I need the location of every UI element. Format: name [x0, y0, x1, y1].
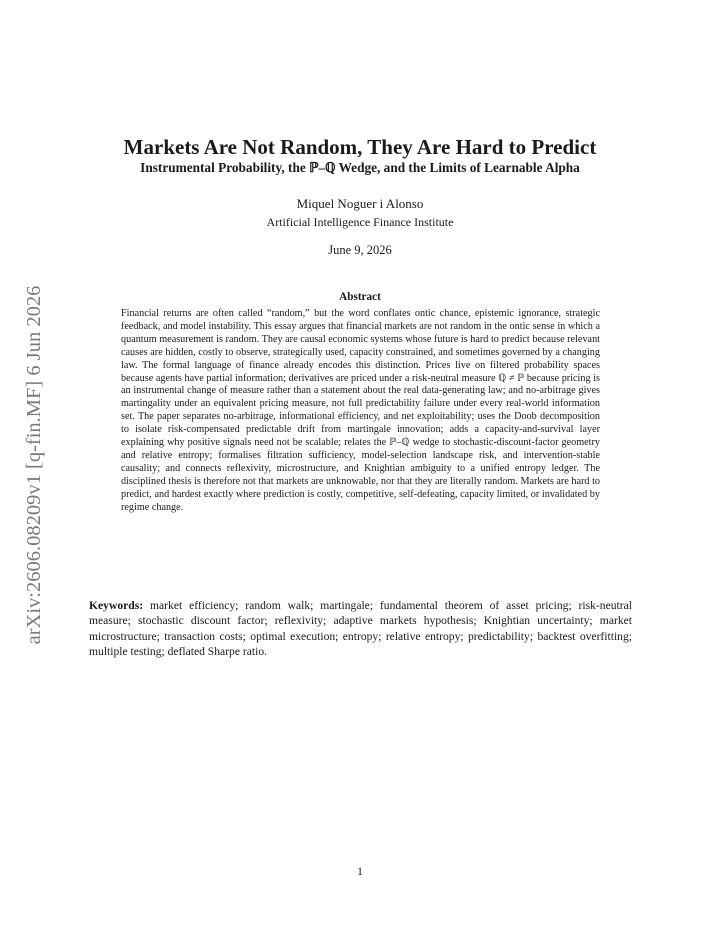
keywords-label: Keywords: [89, 599, 144, 612]
page-number: 1 [357, 866, 363, 878]
author-name: Miquel Noguer i Alonso [296, 196, 424, 211]
keywords-section [89, 598, 632, 660]
abstract-text: Financial returns are often called “random,” but the word conflates ontic chance, epistemic ignorance, strategic feedback, and model instability. This essay argues that financial markets are not random in the ontic sense in which a quantum measurement is random. They are causal economic systems whose future is hard to predict because relevant causes are hidden, costly to observe, strategically used, capacity constrained, and sometimes governed by a changing law. The formal language of finance already encodes this distinction. Prices live on filtered probability spaces because agents have partial information; derivatives are priced under a risk-neutral measure ℚ ≠ ℙ because pricing is an instrumental change of measure rather than a statement about the real data-generating law; and no-arbitrage gives martingality under an equivalent pricing measure, not full predictability failure under every real-world information set. The paper separates no-arbitrage, informational efficiency, and net exploitability; uses the Doob decomposition to isolate risk-compensated predictable drift from martingale innovation; adds a capacity-and-survival layer explaining why positive signals need not be scalable; relates the ℙ–ℚ wedge to stochastic-discount-factor geometry and relative entropy; formalises filtration sufficiency, model-selection landscape risk, and intervention-stable causality; and connects reflexivity, microstructure, and Knightian ambiguity to a unified entropy ledger. The disciplined thesis is therefore not that markets are unknowable, nor that they are literally random. Markets are hard to predict, and hardest exactly where prediction is costly, competitive, self-defeating, capacity limited, or invalidated by regime change. [121, 308, 600, 513]
paper-title: Markets Are Not Random, They Are Hard to Predict [123, 135, 597, 159]
abstract-heading: Abstract [339, 291, 381, 303]
paper-date: June 9, 2026 [328, 243, 392, 257]
paper-subtitle: Instrumental Probability, the ℙ–ℚ Wedge, and the Limits of Learnable Alpha [140, 160, 580, 175]
author-affiliation: Artificial Intelligence Finance Institute [266, 215, 454, 229]
keywords-text: market efficiency; random walk; martingale; fundamental theorem of asset pricing; risk-neutral measure; stochastic discount factor; reflexivity; adaptive markets hypothesis; Knightian uncertainty; market microstructure; transaction costs; optimal execution; entropy; relative entropy; predictability; backtest overfitting; multiple testing; deflated Sharpe ratio. [89, 599, 632, 659]
arxiv-identifier: arXiv:2606.08209v1 [q-fin.MF] 6 Jun 2026 [23, 285, 45, 645]
